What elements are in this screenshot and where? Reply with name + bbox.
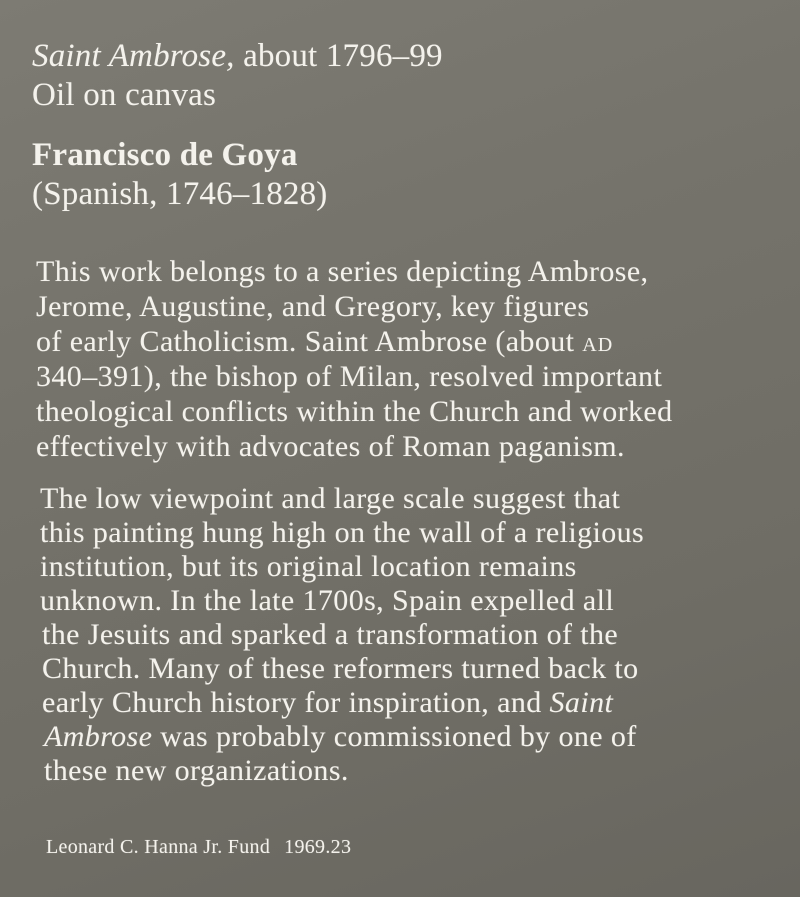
paragraph1-line: theological conflicts within the Church and worked	[36, 395, 673, 428]
paragraph2-line: The low viewpoint and large scale suggest that	[40, 482, 621, 515]
paragraph1-line: effectively with advocates of Roman paganism.	[36, 430, 625, 463]
italic-title-part: Ambrose	[44, 720, 153, 753]
era-abbreviation: AD	[582, 334, 614, 356]
paragraph2-line: Church. Many of these reformers turned back to	[42, 652, 639, 685]
paragraph1-line: This work belongs to a series depicting Ambrose,	[36, 255, 649, 288]
artwork-title: Saint Ambrose,	[32, 38, 235, 74]
paragraph2-line: the Jesuits and sparked a transformation of the	[42, 618, 619, 651]
credit-fund: Leonard C. Hanna Jr. Fund	[46, 836, 271, 858]
paragraph1-line: Jerome, Augustine, and Gregory, key figures	[36, 290, 590, 323]
paragraph2-line-text: early Church history for inspiration, and	[42, 686, 550, 719]
paragraph2-line	[42, 686, 613, 720]
credit-line	[46, 836, 351, 859]
paragraph2-line: these new organizations.	[44, 754, 349, 787]
paragraph2-line: institution, but its original location remains	[40, 550, 577, 583]
artist-info: (Spanish, 1746–1828)	[32, 176, 328, 212]
artist-name: Francisco de Goya	[32, 137, 298, 173]
paragraph2-line: unknown. In the late 1700s, Spain expelled all	[40, 584, 615, 617]
paragraph1-line	[36, 325, 613, 359]
artwork-date: about 1796–99	[234, 38, 443, 74]
artwork-title-line	[32, 38, 443, 75]
artwork-medium: Oil on canvas	[32, 77, 217, 113]
italic-title-part: Saint	[549, 686, 614, 719]
paragraph1-line: 340–391), the bishop of Milan, resolved important	[36, 360, 663, 393]
paragraph1-line-text: of early Catholicism. Saint Ambrose (about	[36, 325, 583, 358]
accession-number: 1969.23	[284, 836, 352, 858]
paragraph2-line-text: was probably commissioned by one of	[160, 720, 637, 753]
paragraph2-line	[44, 720, 637, 754]
paragraph2-line: this painting hung high on the wall of a religious	[40, 516, 645, 549]
